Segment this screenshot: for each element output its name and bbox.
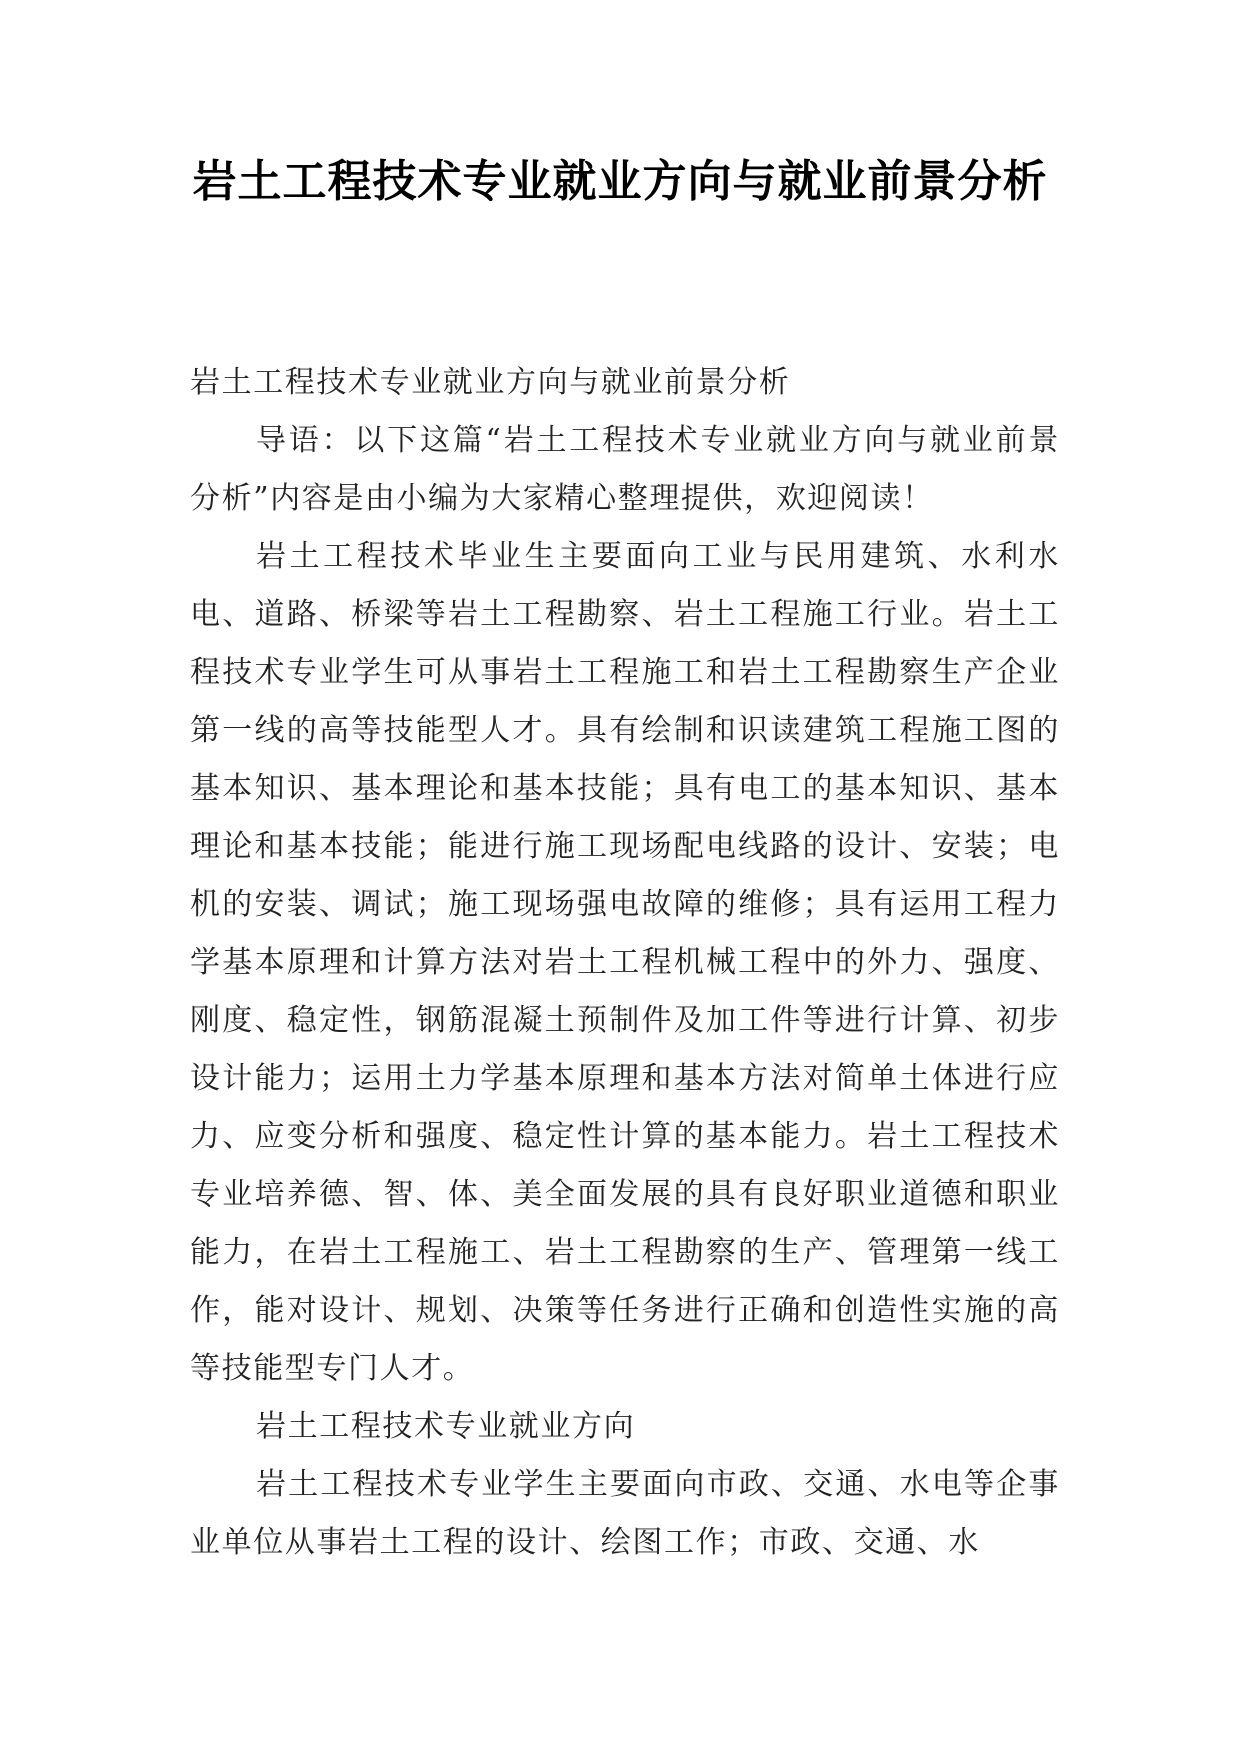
- document-body: [190, 354, 1060, 1572]
- paragraph-subtitle: 岩土工程技术专业就业方向与就业前景分析: [190, 365, 791, 400]
- section-heading-employment-direction: 岩土工程技术专业就业方向: [256, 1409, 636, 1444]
- paragraph-employment-direction: 岩土工程技术专业学生主要面向市政、交通、水电等企事业单位从事岩土工程的设计、绘图工作；市政、交通、水: [190, 1467, 1060, 1560]
- document-title: 岩土工程技术专业就业方向与就业前景分析: [192, 156, 1048, 207]
- paragraph-intro: 导语：以下这篇“岩土工程技术专业就业方向与就业前景分析”内容是由小编为大家精心整理提供，欢迎阅读！: [190, 423, 1060, 516]
- paragraph-graduates: 岩土工程技术毕业生主要面向工业与民用建筑、水利水电、道路、桥梁等岩土工程勘察、岩土工程施工行业。岩土工程技术专业学生可从事岩土工程施工和岩土工程勘察生产企业第一线的高等技能型人才。具有绘制和识读建筑工程施工图的基本知识、基本理论和基本技能；具有电工的基本知识、基本理论和基本技能；能进行施工现场配电线路的设计、安装；电机的安装、调试；施工现场强电故障的维修；具有运用工程力学基本原理和计算方法对岩土工程机械工程中的外力、强度、刚度、稳定性，钢筋混凝土预制件及加工件等进行计算、初步设计能力；运用土力学基本原理和基本方法对简单土体进行应力、应变分析和强度、稳定性计算的基本能力。岩土工程技术专业培养德、智、体、美全面发展的具有良好职业道德和职业能力，在岩土工程施工、岩土工程勘察的生产、管理第一线工作，能对设计、规划、决策等任务进行正确和创造性实施的高等技能型专门人才。: [190, 539, 1060, 1386]
